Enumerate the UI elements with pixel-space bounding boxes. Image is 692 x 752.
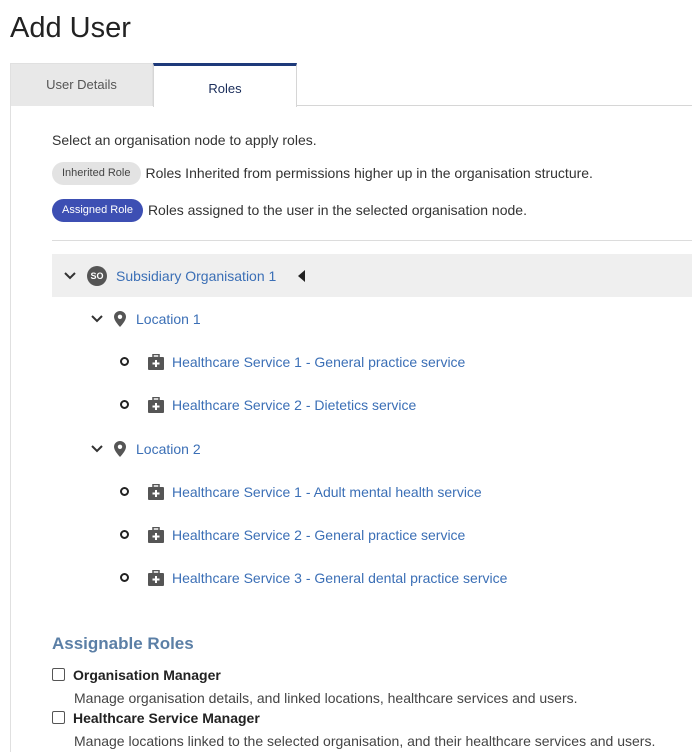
role-description: Manage organisation details, and linked locations, healthcare services and users.: [74, 690, 578, 706]
map-pin-icon: [114, 441, 126, 457]
inherited-role-pill: Inherited Role: [52, 162, 141, 185]
service-node-label[interactable]: Healthcare Service 1 - Adult mental health service: [172, 483, 482, 500]
divider: [52, 240, 692, 241]
circle-bullet-icon: [120, 573, 129, 582]
caret-left-icon: [298, 270, 306, 282]
circle-bullet-icon: [120, 400, 129, 409]
service-node-label[interactable]: Healthcare Service 2 - General practice service: [172, 526, 466, 543]
map-pin-icon: [114, 311, 126, 327]
medical-kit-icon: [148, 397, 164, 413]
location-node-label[interactable]: Location 1: [136, 310, 201, 327]
legend-assigned: [52, 198, 527, 222]
medical-kit-icon: [148, 354, 164, 370]
role-item-organisation-manager: [52, 666, 578, 706]
tree-node-service[interactable]: [52, 340, 692, 383]
tab-bar: [10, 63, 692, 106]
role-description: Manage locations linked to the selected organisation, and their healthcare services and users.: [74, 733, 656, 749]
service-node-label[interactable]: Healthcare Service 2 - Dietetics service: [172, 396, 417, 413]
tree-node-service[interactable]: [52, 470, 692, 513]
tab-user-details[interactable]: User Details: [10, 63, 153, 106]
roles-panel: [10, 106, 692, 752]
tree-node-service[interactable]: [52, 383, 692, 426]
tree-node-location[interactable]: [52, 297, 692, 340]
page-title: Add User: [10, 12, 131, 44]
medical-kit-icon: [148, 527, 164, 543]
circle-bullet-icon: [120, 530, 129, 539]
tree-node-location[interactable]: [52, 427, 692, 470]
role-item-healthcare-service-manager: [52, 709, 655, 749]
chevron-down-icon[interactable]: [62, 268, 78, 284]
intro-text: Select an organisation node to apply roles.: [52, 132, 317, 148]
assigned-role-pill: Assigned Role: [52, 199, 143, 222]
tree-node-service[interactable]: [52, 556, 692, 599]
organisation-manager-checkbox[interactable]: [52, 668, 65, 681]
chevron-down-icon[interactable]: [89, 441, 105, 457]
medical-kit-icon: [148, 570, 164, 586]
circle-bullet-icon: [120, 357, 129, 366]
service-node-label[interactable]: Healthcare Service 1 - General practice service: [172, 353, 466, 370]
legend-inherited: [52, 161, 593, 185]
chevron-down-icon[interactable]: [89, 311, 105, 327]
tree-node-organisation[interactable]: [52, 254, 692, 297]
organisation-node-label[interactable]: Subsidiary Organisation 1: [116, 267, 277, 284]
inherited-role-text: Roles Inherited from permissions higher up in the organisation structure.: [145, 165, 593, 181]
tab-roles[interactable]: Roles: [153, 63, 297, 107]
assignable-roles-title: Assignable Roles: [52, 634, 194, 653]
role-name: Healthcare Service Manager: [73, 709, 260, 726]
location-node-label[interactable]: Location 2: [136, 440, 201, 457]
tree-node-service[interactable]: [52, 513, 692, 556]
service-node-label[interactable]: Healthcare Service 3 - General dental practice service: [172, 569, 508, 586]
medical-kit-icon: [148, 484, 164, 500]
circle-bullet-icon: [120, 487, 129, 496]
role-name: Organisation Manager: [73, 666, 221, 683]
assigned-role-text: Roles assigned to the user in the selected organisation node.: [147, 202, 527, 218]
organisation-avatar: SO: [87, 266, 107, 286]
healthcare-service-manager-checkbox[interactable]: [52, 711, 65, 724]
